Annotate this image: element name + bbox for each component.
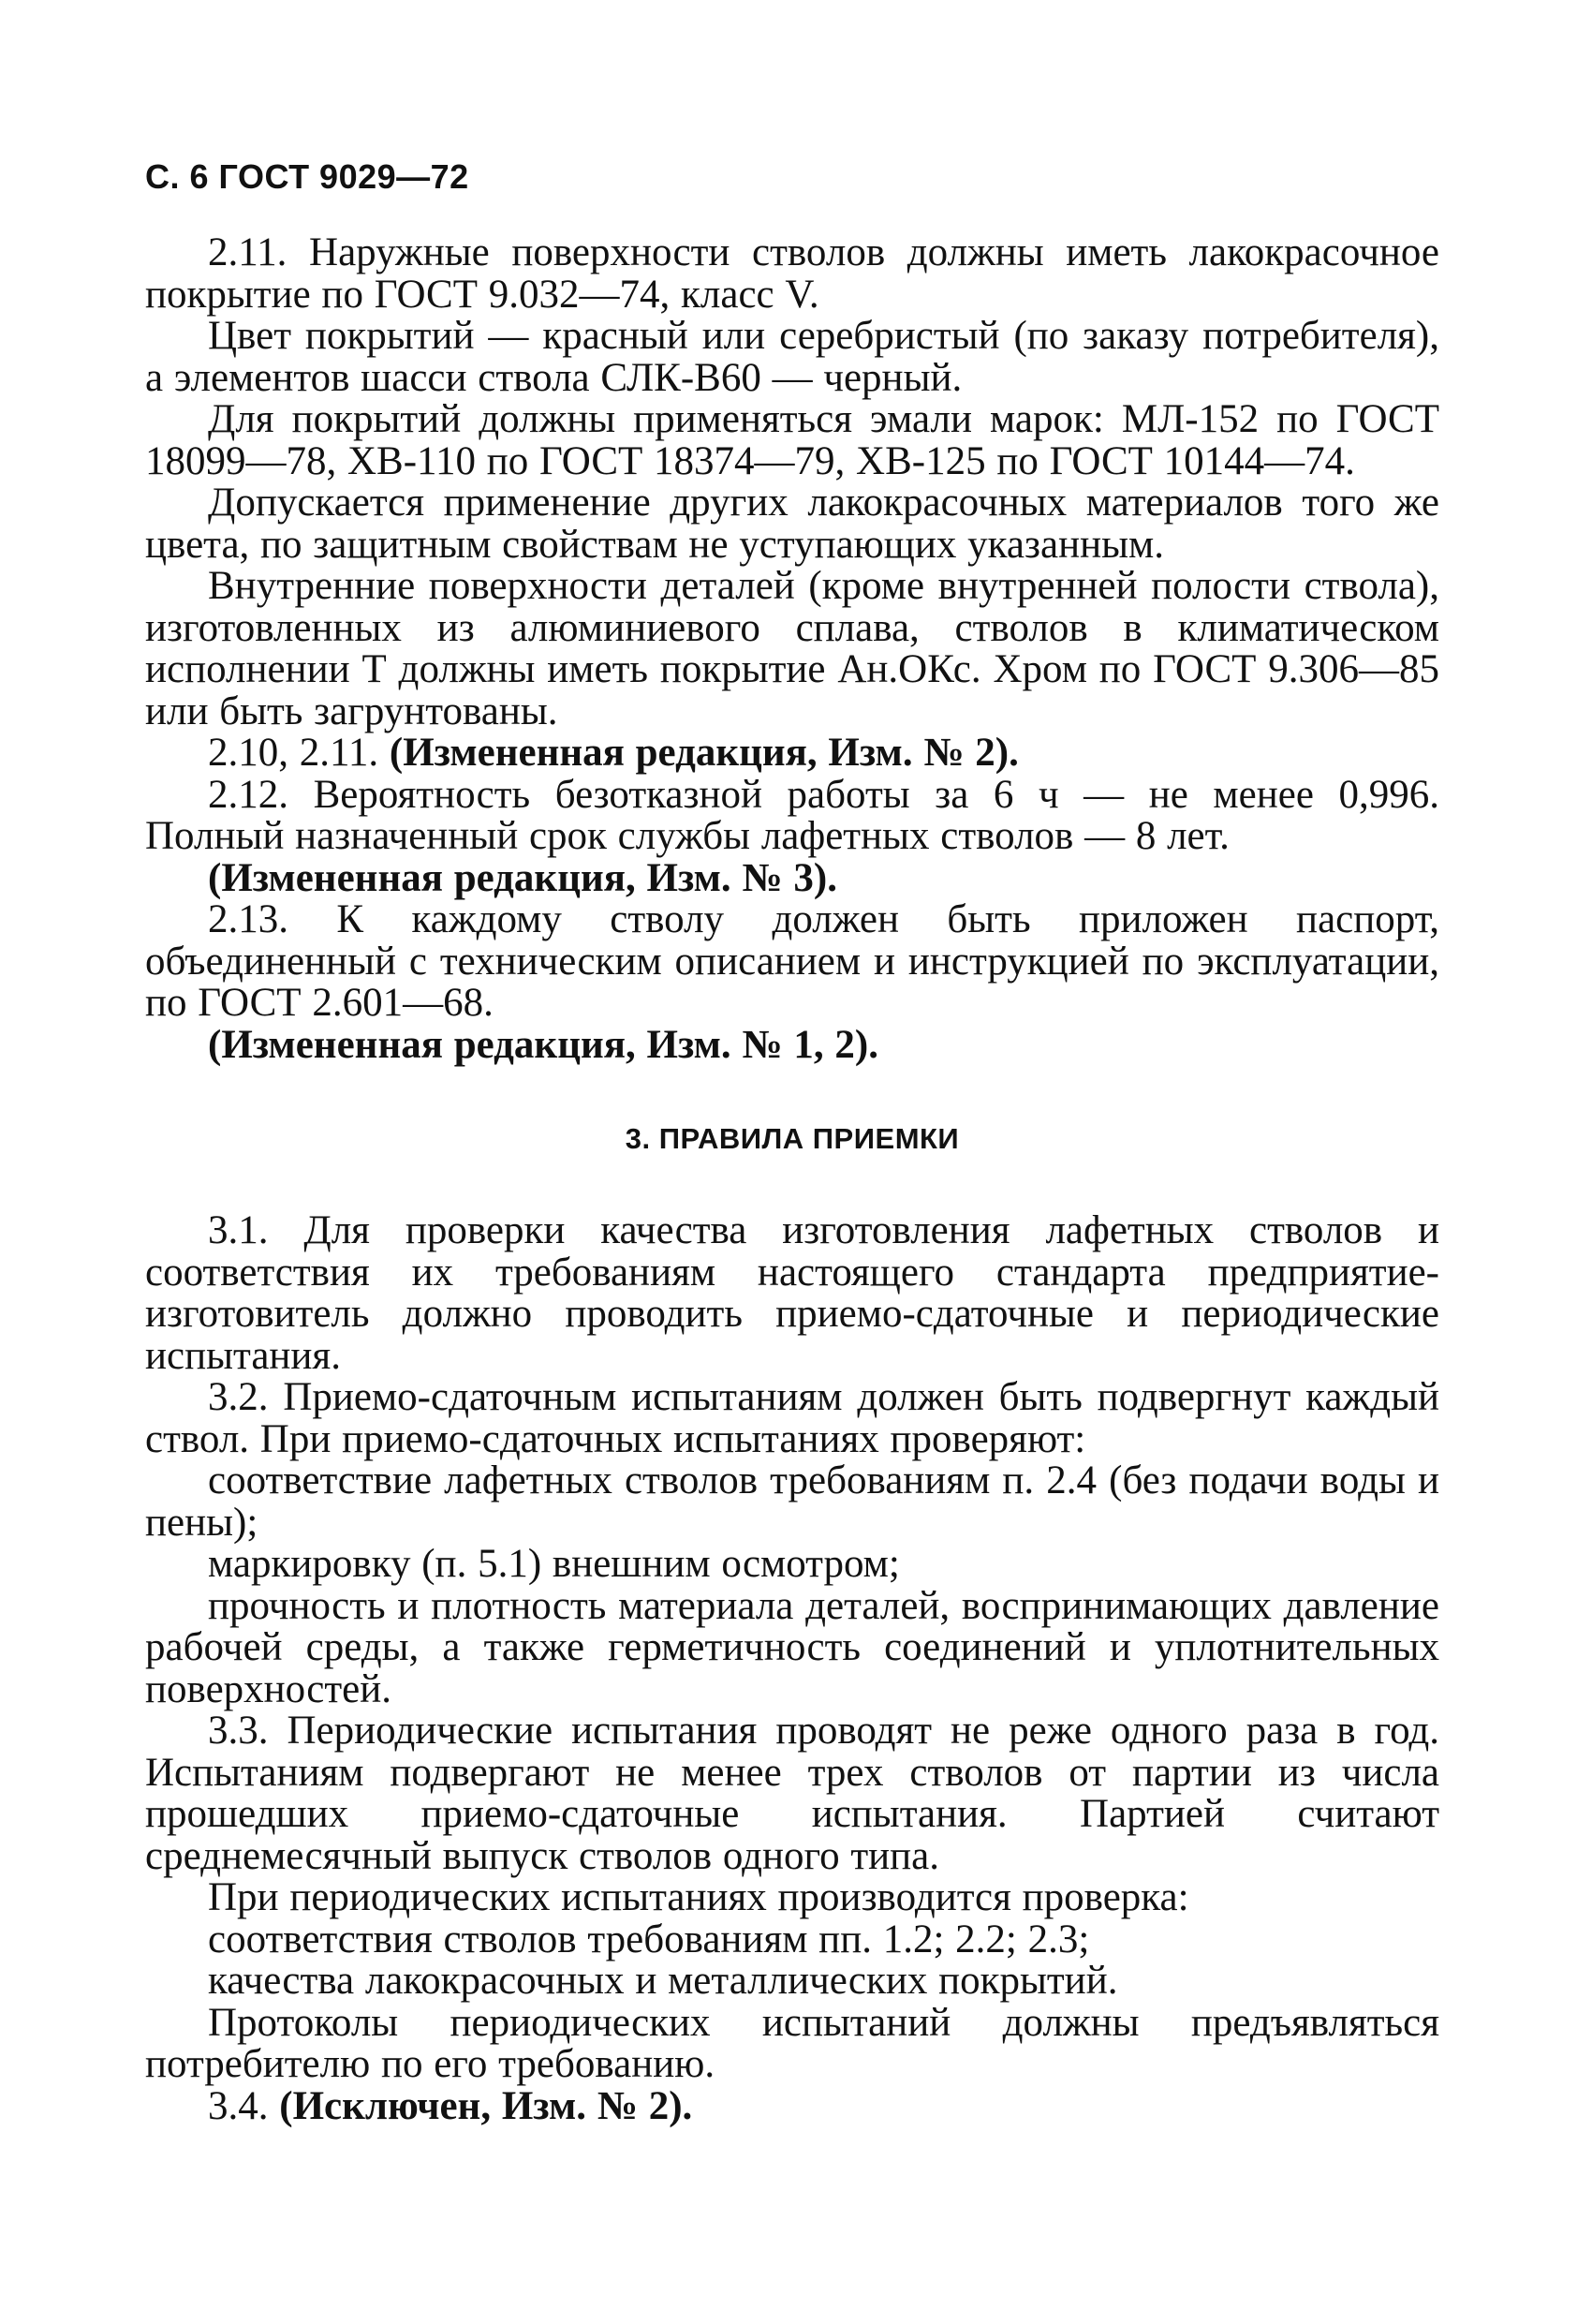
paragraph-protocols: Протоколы периодических испытаний должны предъявляться потребителю по его требованию. (145, 2000, 1439, 2086)
amendment-text: (Измененная редакция, Изм. № 3). (208, 855, 837, 900)
amendment-ref: 2.10, 2.11. (208, 731, 390, 775)
section-title-acceptance-rules: 3. ПРАВИЛА ПРИЕМКИ (625, 1122, 960, 1155)
paragraph-3-1: 3.1. Для проверки качества изготовления лафетных стволов и соответствия их требованиям настоящего стандарта предприятие-изготовитель должно проводить приемо-сдаточные и периодические испытания. (145, 1208, 1439, 1378)
paragraph-enamels: Для покрытий должны применяться эмали марок: МЛ-152 по ГОСТ 18099—78, ХВ-110 по ГОСТ 18374—79, ХВ-125 по ГОСТ 10144—74. (145, 397, 1439, 483)
amendment-text: (Измененная редакция, Изм. № 2). (389, 731, 1019, 775)
amendment-note-1-2 (145, 1022, 1439, 1067)
paragraph-2-12: 2.12. Вероятность безотказной работы за 6 ч — не менее 0,996. Полный назначенный срок службы лафетных стволов — 8 лет. (145, 772, 1439, 858)
check-item-marking: маркировку (п. 5.1) внешним осмотром; (208, 1542, 900, 1586)
paragraph-other-materials: Допускается применение других лакокрасочных материалов того же цвета, по защитным свойствам не уступающих указанным. (145, 481, 1439, 567)
paragraph-3-2: 3.2. Приемо-сдаточным испытаниям должен быть подвергнут каждый ствол. При приемо-сдаточных испытаниях проверяют: (145, 1375, 1439, 1461)
check-item-strength: прочность и плотность материала деталей, воспринимающих давление рабочей среды, а также герметичность соединений и уплотнительных поверхностей. (145, 1583, 1439, 1711)
check-item-coatings: качества лакокрасочных и металлических покрытий. (208, 1959, 1118, 2003)
check-item-requirements: соответствия стволов требованиям пп. 1.2; 2.2; 2.3; (208, 1917, 1090, 1961)
paragraph-3-4 (145, 2083, 1439, 2128)
amendment-text: (Измененная редакция, Изм. № 1, 2). (208, 1022, 878, 1067)
amendment-note-3 (145, 855, 1439, 900)
paragraph-2-13: 2.13. К каждому стволу должен быть приложен паспорт, объединенный с техническим описанием и инструкцией по эксплуатации, по ГОСТ 2.601—68. (145, 897, 1439, 1025)
paragraph-2-11: 2.11. Наружные поверхности стволов должны иметь лакокрасочное покрытие по ГОСТ 9.032—74, класс V. (145, 230, 1439, 317)
amendment-text: (Исключен, Изм. № 2). (279, 2083, 693, 2128)
paragraph-inner-surfaces: Внутренние поверхности деталей (кроме внутренней полости ствола), изготовленных из алюминиевого сплава, стволов в климатическом исполнении Т должны иметь покрытие Ан.ОКс. Хром по ГОСТ 9.306—85 или быть загрунтованы. (145, 564, 1439, 733)
amendment-ref: 3.4. (208, 2083, 280, 2128)
document-body (145, 232, 1439, 2127)
page-header: С. 6 ГОСТ 9029—72 (145, 157, 469, 196)
check-item-conformance: соответствие лафетных стволов требованиям п. 2.4 (без подачи воды и пены); (145, 1458, 1439, 1545)
paragraph-periodic-check: При периодических испытаниях производится проверка: (208, 1875, 1189, 1919)
paragraph-coating-color: Цвет покрытий — красный или серебристый (по заказу потребителя), а элементов шасси ствола СЛК-В60 — черный. (145, 314, 1439, 400)
paragraph-3-3: 3.3. Периодические испытания проводят не реже одного раза в год. Испытаниям подвергают не менее трех стволов от партии из числа прошедших приемо-сдаточные испытания. Партией считают среднемесячный выпуск стволов одного типа. (145, 1709, 1439, 1878)
section-3-content (145, 1210, 1439, 2127)
amendment-note-2-10-2-11 (145, 733, 1439, 775)
section-2-continuation (145, 232, 1439, 1066)
